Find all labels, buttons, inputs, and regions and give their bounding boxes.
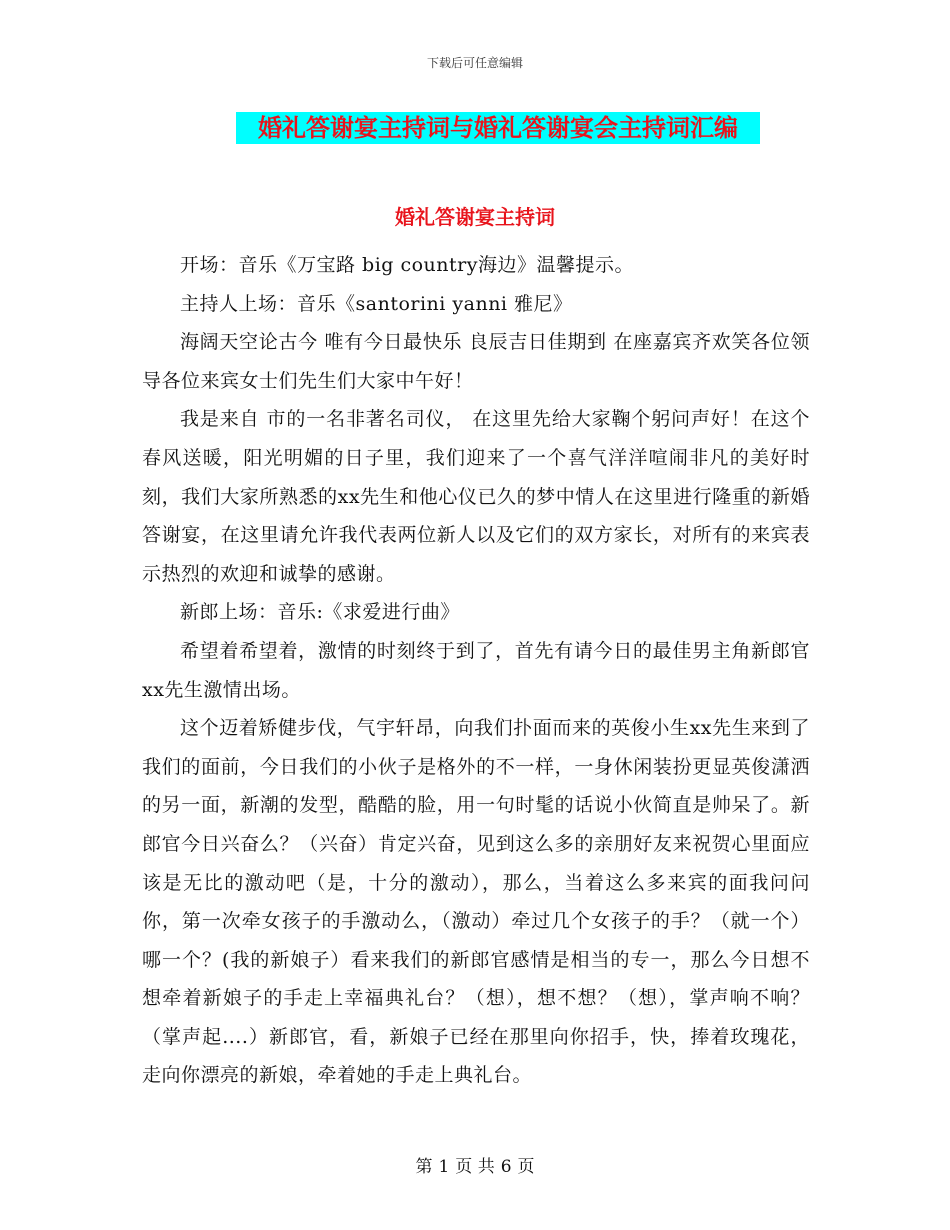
paragraph-greeting: 海阔天空论古今 唯有今日最快乐 良辰吉日佳期到 在座嘉宾齐欢笑各位领导各位来宾女士们先生们大家中午好！: [142, 331, 810, 392]
section-title: 婚礼答谢宴主持词: [395, 205, 555, 229]
paragraph-groom-entrance: 新郎上场：音乐:《求爱进行曲》: [180, 601, 460, 624]
document-title: 婚礼答谢宴主持词与婚礼答谢宴会主持词汇编: [236, 112, 760, 144]
paragraph-host-entrance: 主持人上场：音乐《santorini yanni 雅尼》: [180, 292, 573, 315]
paragraph-groom-invite: 希望着希望着，激情的时刻终于到了，首先有请今日的最佳男主角新郎官xx先生激情出场。: [142, 639, 810, 701]
paragraph-groom-dialogue: 这个迈着矫健步伐，气宇轩昂，向我们扑面而来的英俊小生xx先生来到了我们的面前，今日我们的小伙子是格外的不一样，一身休闲装扮更显英俊潇洒的另一面，新潮的发型，酷酷的脸，用一句时髦的话说小伙简直是帅呆了。新郎官今日兴奋么？（兴奋）肯定兴奋，见到这么多的亲朋好友来祝贺心里面应该是无比的激动吧（是，十分的激动），那么，当着这么多来宾的面我问问你，第一次牵女孩子的手激动么，（激动）牵过几个女孩子的手？（就一个）哪一个？(我的新娘子）看来我们的新郎官感情是相当的专一，那么今日想不想牵着新娘子的手走上幸福典礼台？（想），想不想？（想），掌声响不响？（掌声起....）新郎官，看，新娘子已经在那里向你招手，快，捧着玫瑰花，走向你漂亮的新娘，牵着她的手走上典礼台。: [142, 717, 810, 1087]
page-footer: [0, 1152, 950, 1177]
page-number: 1: [438, 1157, 450, 1177]
footer-mid: 页 共: [455, 1157, 495, 1177]
page-total: 6: [500, 1157, 512, 1177]
paragraph-introduction: 我是来自 市的一名非著名司仪， 在这里先给大家鞠个躬问声好！在这个春风送暖，阳光明媚的日子里，我们迎来了一个喜气洋洋喧闹非凡的美好时刻，我们大家所熟悉的xx先生和他心仪已久的梦中情人在这里进行隆重的新婚答谢宴，在这里请允许我代表两位新人以及它们的双方家长，对所有的来宾表示热烈的欢迎和诚挚的感谢。: [142, 408, 810, 585]
document-body: [142, 246, 810, 1095]
paragraph-opening: 开场：音乐《万宝路 big country海边》温馨提示。: [180, 254, 634, 276]
footer-suffix: 页: [517, 1157, 535, 1177]
header-note: 下载后可任意编辑: [426, 56, 523, 70]
footer-prefix: 第: [415, 1157, 433, 1177]
